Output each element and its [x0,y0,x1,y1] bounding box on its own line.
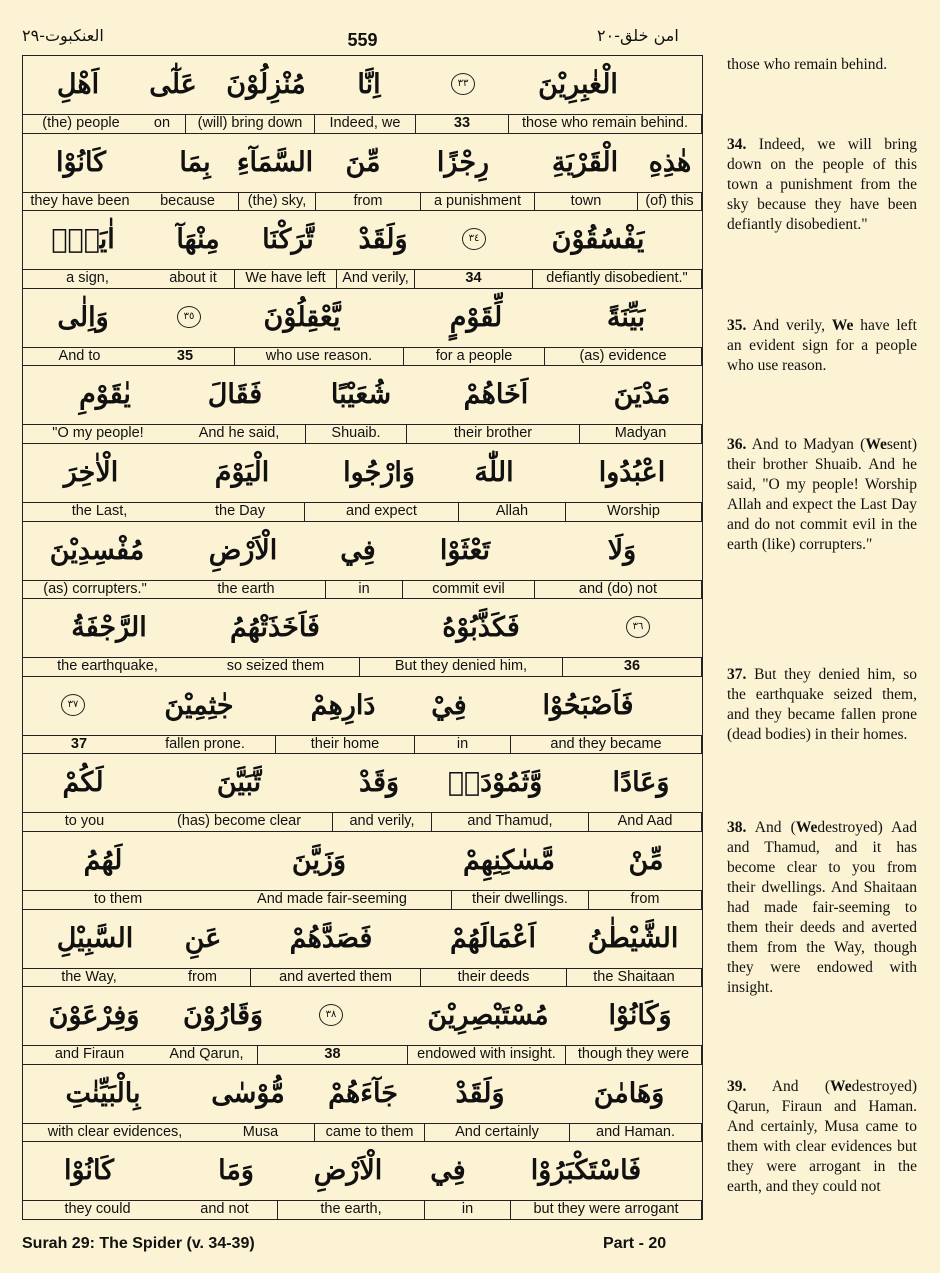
gloss-cell: in [425,1201,511,1219]
arabic-line [23,56,702,114]
gloss-cell: those who remain behind. [509,115,702,133]
verse-row [23,910,702,988]
arabic-word: مَدْيَنَ [613,379,671,411]
arabic-word: اَخَاهُمْ [463,379,529,411]
english-gloss-line [23,890,702,910]
arabic-word: الْاَرْضِ [313,1155,383,1187]
gloss-cell: And certainly [425,1124,570,1142]
gloss-cell: and they became [511,736,702,754]
arabic-word: وَفِرْعَوْنَ [48,1000,140,1032]
gloss-cell: the Day [176,503,305,521]
arabic-word: كَانُوْا [63,1155,115,1187]
arabic-line [23,832,702,890]
gloss-cell: Madyan [580,425,702,443]
english-gloss-line [23,580,702,600]
arabic-line [23,211,702,269]
english-gloss-line [23,269,702,289]
verse-number: 35. [727,317,747,334]
arabic-word: رِجْزًا [436,146,490,178]
arabic-word: اللّٰهَ [474,457,514,488]
arabic-word: اَعْمَالَهُمْ [449,922,537,954]
arabic-word: عَنِ [184,922,222,954]
gloss-cell: (the) people [42,115,120,131]
verse-row [23,987,702,1065]
english-gloss-line [23,424,702,444]
english-gloss-line [23,114,702,134]
arabic-word: اعْبُدُوا [598,457,666,488]
english-gloss-line [23,812,702,832]
verse-row [23,1065,702,1143]
verse-row [23,289,702,367]
gloss-cell: to them [93,891,143,907]
translation-text: those who remain behind. [727,56,888,73]
arabic-word: فَكَذَّبُوْهُ [442,612,520,644]
verse-number-marker: ٣٨ [319,1004,343,1026]
gloss-verse-number: 35 [136,348,235,366]
arabic-word: تَعْثَوْا [439,534,491,566]
verse-row [23,134,702,212]
gloss-cell: from [589,891,702,909]
arabic-line [23,987,702,1045]
arabic-word: الْقَرْيَةِ [551,146,619,178]
verse-row [23,211,702,289]
arabic-word: وَقَارُوْنَ [182,1000,264,1032]
verse-row [23,56,702,134]
translation-text: destroyed) Qarun, Firaun and Haman. And certainly, Musa came to them with clear evidences but they were arrogant in the earth, and they could not [727,1078,917,1195]
gloss-cell: and not [172,1201,278,1219]
arabic-line [23,366,702,424]
translation-text: destroyed) Aad and Thamud, and it has become clear to you from their dwellings. And Shaitaan had made fair-seeming to them their deeds and averted them from the Way, though they were endowed with insight. [727,819,917,996]
arabic-word: لَكُمْ [62,767,104,799]
translation-paragraph [727,435,917,555]
english-gloss-line [23,192,702,212]
gloss-cell: they could [64,1201,131,1218]
translation-text: And verily, [752,317,825,334]
arabic-line [23,910,702,968]
arabic-word: لَهُمُ [83,845,123,876]
footer-part: Part - 20 [603,1235,667,1252]
arabic-word: تَّرَكْنَا [262,224,314,256]
english-gloss-line [23,735,702,755]
arabic-word: وَارْجُوا [343,457,415,488]
gloss-cell: a punishment [421,193,535,211]
english-gloss-line [23,502,702,522]
gloss-cell: fallen prone. [135,736,276,754]
arabic-word: مَّسٰكِنِهِمْ [462,845,556,876]
gloss-cell: for a people [404,348,545,366]
emphasis-word: We [865,436,887,453]
arabic-word: بَيِّنَةً [606,301,646,333]
word-by-word-grid [22,55,703,1220]
arabic-word: الْاٰخِرَ [63,457,119,488]
arabic-line [23,444,702,502]
arabic-word: تَّبَيَّنَ [216,767,262,799]
gloss-verse-number: 38 [258,1046,408,1064]
gloss-cell: But they denied him, [360,658,563,676]
arabic-word: مِنْهَآ [176,224,220,256]
arabic-word: السَّمَآءِ [236,146,314,178]
emphasis-word: We [830,1078,852,1095]
translation-text: And ( [754,819,796,836]
gloss-cell: to you [64,813,105,830]
gloss-cell: but they were arrogant [511,1201,702,1219]
arabic-word: فِي [340,534,376,566]
arabic-word: وَزَيَّنَ [291,845,347,876]
gloss-cell: about it [152,270,235,288]
arabic-word: فَاَخَذَتْهُمُ [230,612,320,644]
english-gloss-line [23,968,702,988]
gloss-cell: And Qarun, [156,1046,258,1064]
gloss-cell: they have been [30,192,130,209]
gloss-cell: and Thamud, [432,813,589,831]
arabic-line [23,754,702,812]
gloss-cell: We have left [235,270,337,288]
surah-header: العنكبوت-٢٩ [22,26,104,45]
gloss-cell: "O my people! [52,425,144,442]
arabic-word: مُفْسِدِيْنَ [49,534,145,566]
gloss-cell: and expect [305,503,459,521]
arabic-word: اٰيَةًۢ [51,224,115,256]
arabic-word: جَآءَهُمْ [328,1077,398,1109]
translation-text: have left an evident sign for a people who use reason. [727,317,917,374]
gloss-cell: (has) become clear [146,813,333,831]
translation-paragraph [727,55,917,75]
arabic-line [23,134,702,192]
gloss-cell: Shuaib. [306,425,407,443]
gloss-cell: because [137,193,239,211]
gloss-cell: And verily, [337,270,415,288]
arabic-word: وَقَدْ [358,767,400,799]
english-gloss-line [23,1045,702,1065]
arabic-word: اِنَّا [357,69,381,100]
translation-text: And ( [771,1078,831,1095]
gloss-cell: came to them [315,1124,425,1142]
gloss-cell: And to [58,347,101,364]
arabic-word: وَمَا [218,1155,254,1187]
emphasis-word: We [831,317,854,334]
arabic-word: وَاِلٰى [57,301,109,333]
arabic-word: وَلَقَدْ [455,1077,505,1109]
arabic-word: لِّقَوْمٍ [449,301,503,333]
gloss-cell: their dwellings. [452,891,589,909]
gloss-cell: endowed with insight. [408,1046,566,1064]
gloss-cell: And he said, [173,425,306,443]
arabic-line [23,1142,702,1200]
verse-row [23,754,702,832]
verse-number-marker: ٣٤ [462,228,486,250]
arabic-word: فِي [430,1155,466,1187]
arabic-word: وَّثَمُوْدَا۟ [447,767,543,799]
arabic-word: شُعَيْبًا [330,379,392,411]
verse-row [23,1142,702,1220]
arabic-word: يٰقَوْمِ [79,379,131,411]
translation-paragraph [727,665,917,745]
translation-text: sent) their brother Shuaib. And he said, "O my people! Worship Allah and expect the Last Day and do not commit evil in the earth (like) corrupters." [727,436,917,553]
gloss-cell: in [415,736,511,754]
verse-number: 38. [727,819,747,836]
arabic-word: بِمَا [179,146,211,178]
arabic-line [23,1065,702,1123]
gloss-cell: and Firaun [54,1046,125,1063]
english-gloss-line [23,657,702,677]
gloss-verse-number: 34 [415,270,533,288]
verse-row [23,522,702,600]
gloss-cell: with clear evidences, [47,1123,183,1140]
verse-row [23,444,702,522]
arabic-word: بِالْبَيِّنٰتِ [65,1077,141,1109]
juz-header: امن خلق-٢٠ [597,26,679,45]
arabic-word: الرَّجْفَةُ [71,612,147,644]
english-gloss-line [23,1200,702,1220]
translation-paragraph [727,316,917,376]
arabic-word: يَّعْقِلُوْنَ [263,301,341,333]
verse-number-marker: ٣٧ [61,694,85,716]
gloss-cell: who use reason. [235,348,404,366]
verse-row [23,677,702,755]
gloss-cell: from [316,193,421,211]
arabic-word: فَصَدَّهُمْ [289,922,373,954]
arabic-line [23,599,702,657]
arabic-line [23,677,702,735]
gloss-cell: and Haman. [570,1124,702,1142]
arabic-word: كَانُوْا [55,146,107,178]
gloss-cell: Allah [459,503,566,521]
gloss-cell: the Shaitaan [567,969,702,987]
gloss-verse-number: 33 [416,115,509,133]
arabic-word: فِيْ [431,689,467,721]
arabic-word: مِّنْ [628,845,664,876]
gloss-cell: from [155,969,251,987]
gloss-cell: commit evil [403,581,535,599]
arabic-word: وَكَانُوْا [608,1000,672,1032]
gloss-cell: the earthquake, [57,658,158,675]
gloss-cell: a sign, [66,270,109,287]
arabic-word: الْغٰبِرِيْنَ [538,69,618,100]
gloss-verse-number: 36 [563,658,702,676]
verse-number-marker: ٣٣ [451,73,475,95]
gloss-cell: though they were [566,1046,702,1064]
arabic-word: جٰثِمِيْنَ [164,689,234,721]
translation-text: And to Madyan ( [751,436,866,453]
arabic-word: وَلَا [607,534,637,566]
arabic-word: الْيَوْمَ [214,457,270,488]
arabic-word: دَارِهِمْ [310,689,376,721]
gloss-cell: And Aad [589,813,702,831]
gloss-cell: the Last, [71,503,128,519]
gloss-cell: town [535,193,638,211]
arabic-word: مُنْزِلُوْنَ [226,69,306,100]
arabic-word: مُّوْسٰى [211,1077,285,1109]
gloss-cell: the Way, [61,968,117,985]
arabic-word: وَعَادًا [612,767,670,799]
page-number: 559 [347,30,378,50]
gloss-cell: (will) bring down [186,115,315,133]
verse-number: 37. [727,666,747,683]
arabic-word: فَقَالَ [207,379,263,411]
arabic-word: هٰذِهِ [648,146,692,178]
arabic-word: اَهْلِ [56,69,100,100]
verse-number: 34. [727,136,747,153]
arabic-word: فَاَصْبَحُوْا [542,689,634,721]
verse-number-marker: ٣٦ [626,616,650,638]
english-gloss-line [23,347,702,367]
gloss-cell: their deeds [421,969,567,987]
arabic-word: الْاَرْضِ [208,534,278,566]
gloss-cell: (the) sky, [239,193,316,211]
gloss-cell: Indeed, we [315,115,416,133]
gloss-cell: (of) this [638,193,702,211]
gloss-cell: their home [276,736,415,754]
gloss-cell: the earth [167,581,326,599]
english-gloss-line [23,1123,702,1143]
emphasis-word: We [795,819,818,836]
translation-paragraph [727,1077,917,1197]
gloss-cell: their brother [407,425,580,443]
arabic-line [23,289,702,347]
translation-text: Indeed, we will bring down on the people of this town a punishment from the sky because they have been defiantly disobedient." [727,136,918,233]
arabic-word: الشَّيْطٰنُ [587,922,679,954]
gloss-cell: And made fair-seeming [213,891,452,909]
gloss-cell: and verily, [333,813,432,831]
gloss-cell: defiantly disobedient." [533,270,702,288]
arabic-word: عَلٰٓى [149,69,197,100]
gloss-cell: so seized them [192,658,360,676]
gloss-cell: (as) corrupters." [43,580,147,597]
arabic-word: يَفْسُقُوْنَ [551,224,645,256]
gloss-cell: (as) evidence [545,348,702,366]
gloss-cell: on [139,115,186,133]
verse-number: 39. [727,1078,747,1095]
translation-paragraph [727,135,917,235]
arabic-word: مِّنَ [345,146,381,178]
verse-number-marker: ٣٥ [177,306,201,328]
gloss-cell: Worship [566,503,702,521]
arabic-word: مُسْتَبْصِرِيْنَ [427,1000,549,1032]
verse-row [23,599,702,677]
gloss-cell: the earth, [278,1201,425,1219]
gloss-verse-number: 37 [70,735,88,752]
arabic-line [23,522,702,580]
gloss-cell: and (do) not [535,581,702,599]
arabic-word: السَّبِيْلِ [56,922,134,954]
gloss-cell: Musa [207,1124,315,1142]
gloss-cell: and averted them [251,969,421,987]
arabic-word: وَلَقَدْ [358,224,408,256]
footer-surah-title: Surah 29: The Spider (v. 34-39) [22,1235,255,1252]
translation-paragraph [727,818,917,998]
verse-row [23,366,702,444]
verse-number: 36. [727,436,747,453]
verse-row [23,832,702,910]
arabic-word: وَهَامٰنَ [593,1077,665,1109]
arabic-word: فَاسْتَكْبَرُوْا [530,1155,642,1187]
gloss-cell: in [326,581,403,599]
translation-text: But they denied him, so the earthquake seized them, and they became fallen prone (dead bodies) in their homes. [727,666,918,743]
